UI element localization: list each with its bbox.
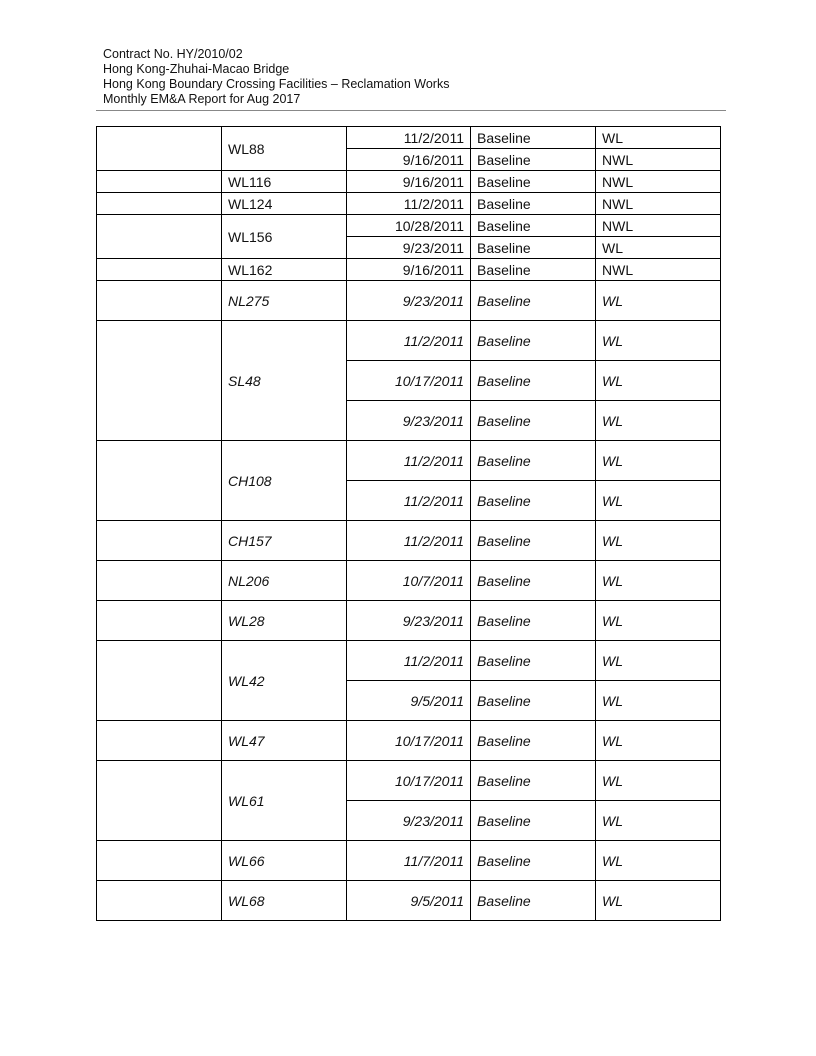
status-cell: Baseline bbox=[471, 361, 596, 401]
table-row bbox=[97, 721, 721, 761]
date-cell: 10/28/2011 bbox=[347, 215, 471, 237]
date-cell: 9/23/2011 bbox=[347, 237, 471, 259]
status-cell: Baseline bbox=[471, 681, 596, 721]
type-cell: WL bbox=[596, 881, 721, 921]
blank-cell bbox=[97, 171, 222, 193]
date-cell: 11/7/2011 bbox=[347, 841, 471, 881]
report-header bbox=[103, 47, 723, 107]
date-cell: 11/2/2011 bbox=[347, 481, 471, 521]
table-row bbox=[97, 761, 721, 801]
table-row bbox=[97, 321, 721, 361]
status-cell: Baseline bbox=[471, 237, 596, 259]
date-cell: 11/2/2011 bbox=[347, 321, 471, 361]
status-cell: Baseline bbox=[471, 801, 596, 841]
station-cell: WL42 bbox=[222, 641, 347, 721]
report-title: Monthly EM&A Report for Aug 2017 bbox=[103, 92, 301, 106]
blank-cell bbox=[97, 601, 222, 641]
monitoring-table bbox=[96, 126, 721, 921]
station-cell: CH157 bbox=[222, 521, 347, 561]
date-cell: 9/5/2011 bbox=[347, 881, 471, 921]
table-row bbox=[97, 521, 721, 561]
blank-cell bbox=[97, 321, 222, 441]
date-cell: 11/2/2011 bbox=[347, 441, 471, 481]
blank-cell bbox=[97, 193, 222, 215]
station-cell: SL48 bbox=[222, 321, 347, 441]
works-title: Hong Kong Boundary Crossing Facilities – Reclamation Works bbox=[103, 77, 450, 91]
table-row bbox=[97, 171, 721, 193]
station-cell: NL275 bbox=[222, 281, 347, 321]
table-row bbox=[97, 441, 721, 481]
status-cell: Baseline bbox=[471, 561, 596, 601]
type-cell: NWL bbox=[596, 259, 721, 281]
date-cell: 9/23/2011 bbox=[347, 801, 471, 841]
date-cell: 10/17/2011 bbox=[347, 761, 471, 801]
status-cell: Baseline bbox=[471, 401, 596, 441]
status-cell: Baseline bbox=[471, 321, 596, 361]
type-cell: WL bbox=[596, 237, 721, 259]
date-cell: 9/23/2011 bbox=[347, 601, 471, 641]
type-cell: WL bbox=[596, 561, 721, 601]
date-cell: 9/16/2011 bbox=[347, 171, 471, 193]
type-cell: WL bbox=[596, 361, 721, 401]
status-cell: Baseline bbox=[471, 171, 596, 193]
date-cell: 11/2/2011 bbox=[347, 127, 471, 149]
station-cell: WL66 bbox=[222, 841, 347, 881]
table-row bbox=[97, 127, 721, 149]
status-cell: Baseline bbox=[471, 761, 596, 801]
table-row bbox=[97, 841, 721, 881]
type-cell: WL bbox=[596, 601, 721, 641]
station-cell: WL88 bbox=[222, 127, 347, 171]
date-cell: 11/2/2011 bbox=[347, 521, 471, 561]
table-row bbox=[97, 259, 721, 281]
table-row bbox=[97, 193, 721, 215]
type-cell: NWL bbox=[596, 171, 721, 193]
station-cell: NL206 bbox=[222, 561, 347, 601]
table-row bbox=[97, 281, 721, 321]
type-cell: WL bbox=[596, 761, 721, 801]
type-cell: NWL bbox=[596, 215, 721, 237]
date-cell: 9/23/2011 bbox=[347, 281, 471, 321]
table-row bbox=[97, 601, 721, 641]
blank-cell bbox=[97, 259, 222, 281]
station-cell: WL116 bbox=[222, 171, 347, 193]
status-cell: Baseline bbox=[471, 521, 596, 561]
contract-number: Contract No. HY/2010/02 bbox=[103, 47, 243, 61]
status-cell: Baseline bbox=[471, 881, 596, 921]
blank-cell bbox=[97, 281, 222, 321]
blank-cell bbox=[97, 521, 222, 561]
type-cell: WL bbox=[596, 721, 721, 761]
blank-cell bbox=[97, 215, 222, 259]
monitoring-table-body bbox=[97, 127, 721, 921]
date-cell: 10/7/2011 bbox=[347, 561, 471, 601]
header-divider bbox=[96, 110, 726, 111]
status-cell: Baseline bbox=[471, 841, 596, 881]
station-cell: WL162 bbox=[222, 259, 347, 281]
station-cell: WL156 bbox=[222, 215, 347, 259]
date-cell: 10/17/2011 bbox=[347, 361, 471, 401]
type-cell: WL bbox=[596, 481, 721, 521]
type-cell: NWL bbox=[596, 193, 721, 215]
status-cell: Baseline bbox=[471, 281, 596, 321]
date-cell: 9/16/2011 bbox=[347, 259, 471, 281]
station-cell: WL68 bbox=[222, 881, 347, 921]
type-cell: WL bbox=[596, 521, 721, 561]
status-cell: Baseline bbox=[471, 721, 596, 761]
type-cell: WL bbox=[596, 441, 721, 481]
type-cell: WL bbox=[596, 841, 721, 881]
date-cell: 9/23/2011 bbox=[347, 401, 471, 441]
type-cell: WL bbox=[596, 801, 721, 841]
status-cell: Baseline bbox=[471, 193, 596, 215]
table-row bbox=[97, 561, 721, 601]
blank-cell bbox=[97, 441, 222, 521]
date-cell: 11/2/2011 bbox=[347, 193, 471, 215]
blank-cell bbox=[97, 721, 222, 761]
status-cell: Baseline bbox=[471, 601, 596, 641]
date-cell: 9/5/2011 bbox=[347, 681, 471, 721]
status-cell: Baseline bbox=[471, 481, 596, 521]
type-cell: WL bbox=[596, 681, 721, 721]
date-cell: 11/2/2011 bbox=[347, 641, 471, 681]
table-row bbox=[97, 641, 721, 681]
type-cell: WL bbox=[596, 401, 721, 441]
date-cell: 9/16/2011 bbox=[347, 149, 471, 171]
status-cell: Baseline bbox=[471, 215, 596, 237]
status-cell: Baseline bbox=[471, 641, 596, 681]
blank-cell bbox=[97, 761, 222, 841]
station-cell: WL47 bbox=[222, 721, 347, 761]
station-cell: WL61 bbox=[222, 761, 347, 841]
status-cell: Baseline bbox=[471, 149, 596, 171]
station-cell: CH108 bbox=[222, 441, 347, 521]
blank-cell bbox=[97, 881, 222, 921]
project-name: Hong Kong-Zhuhai-Macao Bridge bbox=[103, 62, 290, 76]
status-cell: Baseline bbox=[471, 127, 596, 149]
type-cell: NWL bbox=[596, 149, 721, 171]
table-row bbox=[97, 215, 721, 237]
table-row bbox=[97, 881, 721, 921]
status-cell: Baseline bbox=[471, 441, 596, 481]
blank-cell bbox=[97, 561, 222, 601]
blank-cell bbox=[97, 127, 222, 171]
blank-cell bbox=[97, 841, 222, 881]
blank-cell bbox=[97, 641, 222, 721]
station-cell: WL124 bbox=[222, 193, 347, 215]
type-cell: WL bbox=[596, 641, 721, 681]
date-cell: 10/17/2011 bbox=[347, 721, 471, 761]
type-cell: WL bbox=[596, 281, 721, 321]
station-cell: WL28 bbox=[222, 601, 347, 641]
type-cell: WL bbox=[596, 321, 721, 361]
status-cell: Baseline bbox=[471, 259, 596, 281]
type-cell: WL bbox=[596, 127, 721, 149]
